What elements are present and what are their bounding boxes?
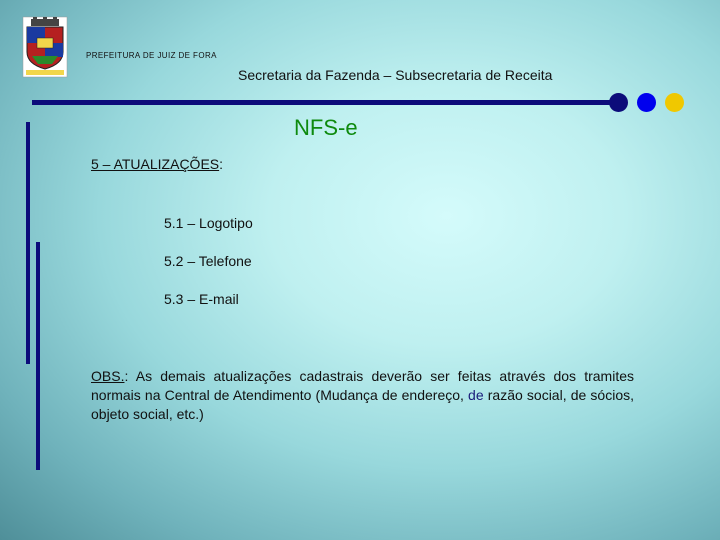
section-heading-text: 5 – ATUALIZAÇÕES — [91, 156, 220, 172]
list-item: 5.2 – Telefone — [164, 253, 252, 269]
coat-of-arms-icon — [22, 16, 68, 78]
yellow-dot-icon — [665, 93, 684, 112]
organization-name: PREFEITURA DE JUIZ DE FORA — [86, 51, 217, 60]
observation-text-end: razão social, de sócios, objeto social, etc.) — [91, 387, 634, 422]
department-name: Secretaria da Fazenda – Subsecretaria de Receita — [238, 67, 553, 83]
observation-note — [91, 367, 634, 424]
observation-text-highlight: de — [468, 387, 484, 403]
section-heading — [91, 156, 223, 172]
navy-dot-icon — [609, 93, 628, 112]
left-accent-bar — [26, 122, 30, 364]
list-item: 5.3 – E-mail — [164, 291, 239, 307]
observation-label: OBS. — [91, 368, 125, 384]
blue-dot-icon — [637, 93, 656, 112]
section-heading-suffix: : — [219, 156, 224, 172]
slide-title: NFS-e — [294, 115, 358, 140]
observation-text: : As demais atualizações cadastrais deverão ser feitas através dos tramites normais na Central de Atendimento (Mudança de endereço, — [91, 368, 634, 403]
left-accent-bar-secondary — [36, 242, 40, 470]
header-divider — [32, 100, 614, 105]
list-item: 5.1 – Logotipo — [164, 215, 253, 231]
